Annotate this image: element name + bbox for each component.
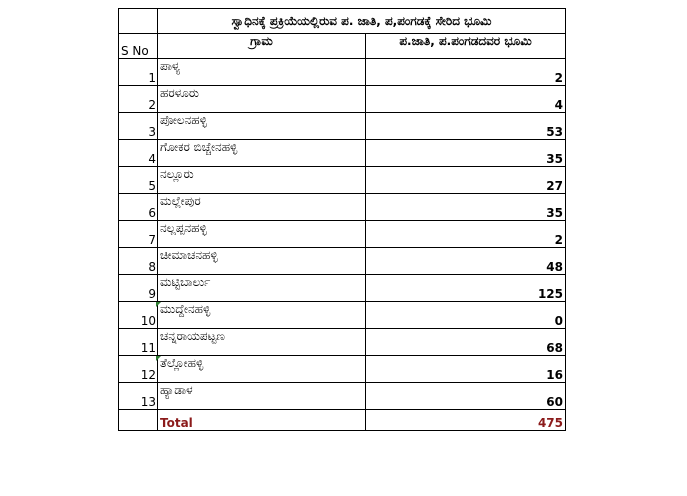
village-cell: ಪಾಳ್ಯ [158,59,366,86]
village-cell: ಮುದ್ದೇನಹಳ್ಳಿ [158,302,366,329]
sno-cell: 11 [119,329,158,356]
land-value-cell: 27 [366,167,566,194]
table-row [119,86,566,113]
land-value-cell: 16 [366,356,566,383]
sno-cell: 5 [119,167,158,194]
table-row [119,113,566,140]
total-value: 475 [366,410,566,431]
table-row [119,383,566,410]
sno-cell: 10 [119,302,158,329]
table-row [119,221,566,248]
sno-cell: 7 [119,221,158,248]
village-cell: ಚೀಮಾಚನಹಳ್ಳಿ [158,248,366,275]
table-row [119,140,566,167]
table-row [119,275,566,302]
sno-cell: 6 [119,194,158,221]
land-value-cell: 2 [366,59,566,86]
comment-marker-icon [156,302,161,307]
sno-cell: 9 [119,275,158,302]
land-value-cell: 0 [366,302,566,329]
land-value-cell: 125 [366,275,566,302]
empty-cell [119,410,158,431]
land-value-cell: 68 [366,329,566,356]
table-row [119,194,566,221]
table-row [119,59,566,86]
sno-cell: 13 [119,383,158,410]
village-cell: ಪೋಲನಹಳ್ಳಿ [158,113,366,140]
sno-cell: 3 [119,113,158,140]
header-land: ಪ.ಜಾತಿ, ಪ.ಪಂಗಡದವರ ಭೂಮಿ [366,34,566,59]
sno-cell: 1 [119,59,158,86]
land-value-cell: 60 [366,383,566,410]
sno-cell: 2 [119,86,158,113]
table-row [119,167,566,194]
land-value-cell: 35 [366,140,566,167]
land-value-cell: 2 [366,221,566,248]
land-table-body [119,9,566,431]
table-row [119,248,566,275]
header-village: ಗ್ರಾಮ [158,34,366,59]
sno-cell: 12 [119,356,158,383]
land-value-cell: 48 [366,248,566,275]
village-cell: ಚನ್ನರಾಯಪಟ್ಟಣ [158,329,366,356]
village-cell: ಮಲ್ಲೇಪುರ [158,194,366,221]
village-cell: ಹ್ಯಾಡಾಳ [158,383,366,410]
table-title: ಸ್ವಾಧಿನಕ್ಕೆ ಪ್ರಕ್ರಿಯೆಯಲ್ಲಿರುವ ಪ. ಜಾತಿ, ಪ,ಪಂಗಡಕ್ಕೆ ಸೇರಿದ ಭೂಮಿ [158,9,566,34]
sno-cell: 4 [119,140,158,167]
village-cell: ಹರಳೂರು [158,86,366,113]
empty-cell [119,9,158,34]
land-value-cell: 4 [366,86,566,113]
village-cell: ಮಟ್ಟಿಬಾರ್ಲು [158,275,366,302]
village-cell: ನಲ್ಲೂರು [158,167,366,194]
comment-marker-icon [156,356,161,361]
header-row [119,34,566,59]
village-cell: ಗೋಕರ ಬಿಚ್ಚೇನಹಳ್ಳಿ [158,140,366,167]
table-row [119,302,566,329]
header-sno: S No [119,34,158,59]
total-row [119,410,566,431]
sno-cell: 8 [119,248,158,275]
land-table [118,8,566,431]
land-value-cell: 53 [366,113,566,140]
table-row [119,329,566,356]
land-value-cell: 35 [366,194,566,221]
village-cell: ತೆಲ್ಲೋಹಳ್ಳಿ [158,356,366,383]
total-label: Total [158,410,366,431]
table-row [119,356,566,383]
title-row [119,9,566,34]
village-cell: ನಲ್ಲಪ್ಪನಹಳ್ಳಿ [158,221,366,248]
